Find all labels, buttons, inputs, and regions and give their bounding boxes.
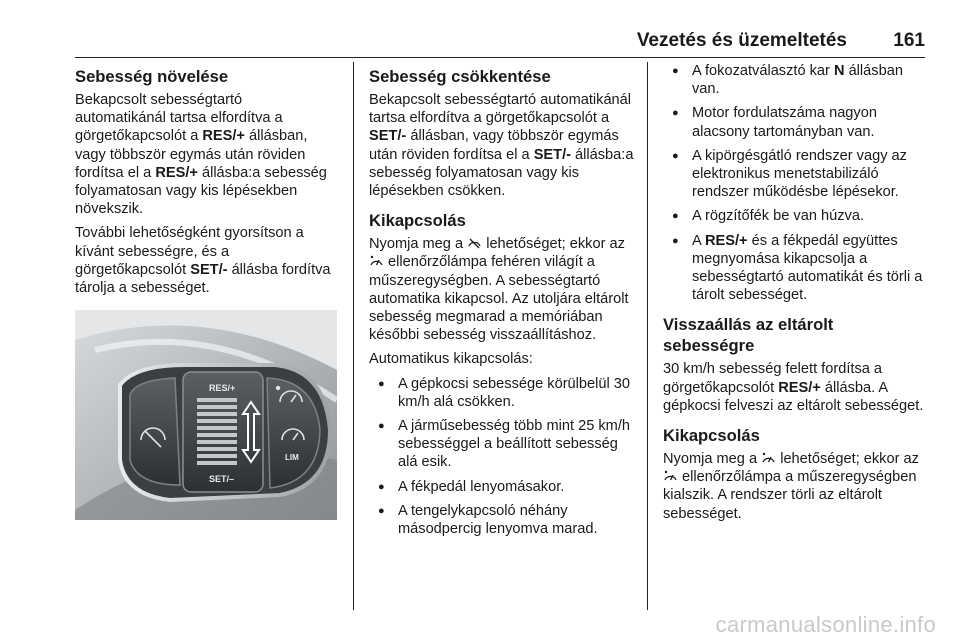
text-run: 30 km/h sebesség felett fordítsa a görgetőkapcsolót [663, 361, 883, 396]
header-title: Vezetés és üzemeltetés [636, 30, 847, 51]
watermark: carmanualsonline.info [715, 612, 936, 637]
paragraph [369, 235, 635, 344]
text-run: állásban, vagy többször egymás után röviden fordítsa el a [369, 128, 619, 163]
section-heading: Sebesség növelése [75, 67, 229, 86]
cruise-control-lamp-icon [369, 254, 384, 267]
text-run: lehetőséget; ekkor az [482, 236, 625, 253]
text-run: Bekapcsolt sebességtartó automatikánál tartsa elfordítva a görgetőkapcsolót a [369, 92, 632, 127]
paragraph [75, 224, 337, 297]
text-run: állásba fordítva tárolja a sebességet. [75, 261, 331, 297]
cruise-control-lamp-icon [663, 469, 678, 482]
res-label: RES/+ [209, 383, 236, 394]
steering-wheel-controls-illustration [75, 310, 337, 520]
column-2 [369, 62, 635, 544]
text-run: ellenőrzőlámpa fehéren világít a műszeregységben. A sebességtartó automatika kikapcsol. Az utoljára eltárolt sebesség megmarad a memóriában későbbi sebesség visszaállításhoz. [369, 254, 629, 344]
text-run: állásban, vagy többször egymás után röviden fordítsa el a [75, 128, 308, 181]
column-divider [353, 62, 354, 610]
section-heading: Visszaállás az eltárolt sebességre [663, 315, 834, 356]
column-1 [75, 62, 337, 520]
text-run: A fokozatválasztó kar [692, 63, 834, 79]
text-run: Bekapcsolt sebességtartó automatikánál tartsa elfordítva a görgetőkapcsolót a [75, 92, 283, 145]
paragraph [663, 360, 925, 415]
bold-term: RES/+ [155, 164, 198, 181]
cruise-off-icon [467, 236, 482, 249]
list-item: ● A kipörgésgátló rendszer vagy az elektronikus menetstabilizáló rendszer működésbe lépésekor. [663, 147, 925, 202]
set-label: SET/– [209, 474, 235, 485]
paragraph [75, 91, 337, 218]
lim-label: LIM [285, 453, 299, 463]
bullet-list [369, 375, 635, 539]
bold-term: RES/+ [202, 128, 245, 145]
section-heading: Kikapcsolás [663, 426, 760, 446]
section-heading: Sebesség csökkentése [369, 67, 551, 86]
bold-term: RES/+ [778, 379, 821, 396]
text-run: Nyomja meg a [663, 451, 762, 468]
text-run: állásba:a sebesség folyamatosan vagy kis lépésekben növekszik. [75, 164, 327, 218]
text-run: Nyomja meg a [369, 236, 468, 253]
text-run: ellenőrzőlámpa a műszeregységben kialszik. A rendszer törli az eltárolt sebességet. [663, 469, 917, 522]
list-item: ● A rögzítőfék be van húzva. [663, 207, 925, 225]
list-item [663, 62, 925, 98]
list-item [663, 232, 925, 305]
paragraph: Automatikus kikapcsolás: [369, 351, 533, 368]
list-item: ● A fékpedál lenyomásakor. [369, 478, 635, 496]
bullet-list [663, 62, 925, 304]
list-item: ● A tengelykapcsoló néhány másodpercig lenyomva marad. [369, 502, 635, 538]
column-divider [647, 62, 648, 610]
bold-term: SET/- [190, 261, 228, 278]
text-run: állásban van. [692, 63, 903, 98]
list-item: ● A járműsebesség több mint 25 km/h sebességgel a beállított sebesség alá esik. [369, 417, 635, 472]
text-run: állásba:a sebesség folyamatosan vagy kis lépésekben csökken. [369, 146, 634, 200]
text-run: A [692, 232, 705, 249]
bold-term: RES/+ [704, 232, 748, 249]
text-run: További lehetőségként gyorsítson a kívánt sebességre, és a görgetőkapcsolót [75, 225, 304, 278]
bold-term: SET/- [533, 146, 571, 163]
header-rule [75, 57, 925, 59]
paragraph [369, 91, 635, 200]
list-item: ● A gépkocsi sebessége körülbelül 30 km/h alá csökken. [369, 375, 635, 411]
column-3 [663, 62, 925, 529]
bold-term: SET/- [369, 128, 407, 145]
text-run: állásba. A gépkocsi felveszi az eltárolt sebességet. [663, 379, 924, 414]
cruise-control-icon [761, 451, 776, 464]
text-run: lehetőséget; ekkor az [776, 451, 919, 468]
bold-term: N [833, 63, 845, 79]
list-item: ● Motor fordulatszáma nagyon alacsony tartományban van. [663, 104, 925, 140]
paragraph [663, 450, 925, 523]
page-header [75, 22, 925, 58]
section-heading: Kikapcsolás [369, 211, 466, 231]
page-number: 161 [893, 30, 925, 51]
text-run: és a fékpedál együttes megnyomása kikapcsolja a sebességtartó automatikát és törli a tárolt sebességet. [692, 232, 923, 304]
steering-wheel-photo [75, 310, 337, 520]
